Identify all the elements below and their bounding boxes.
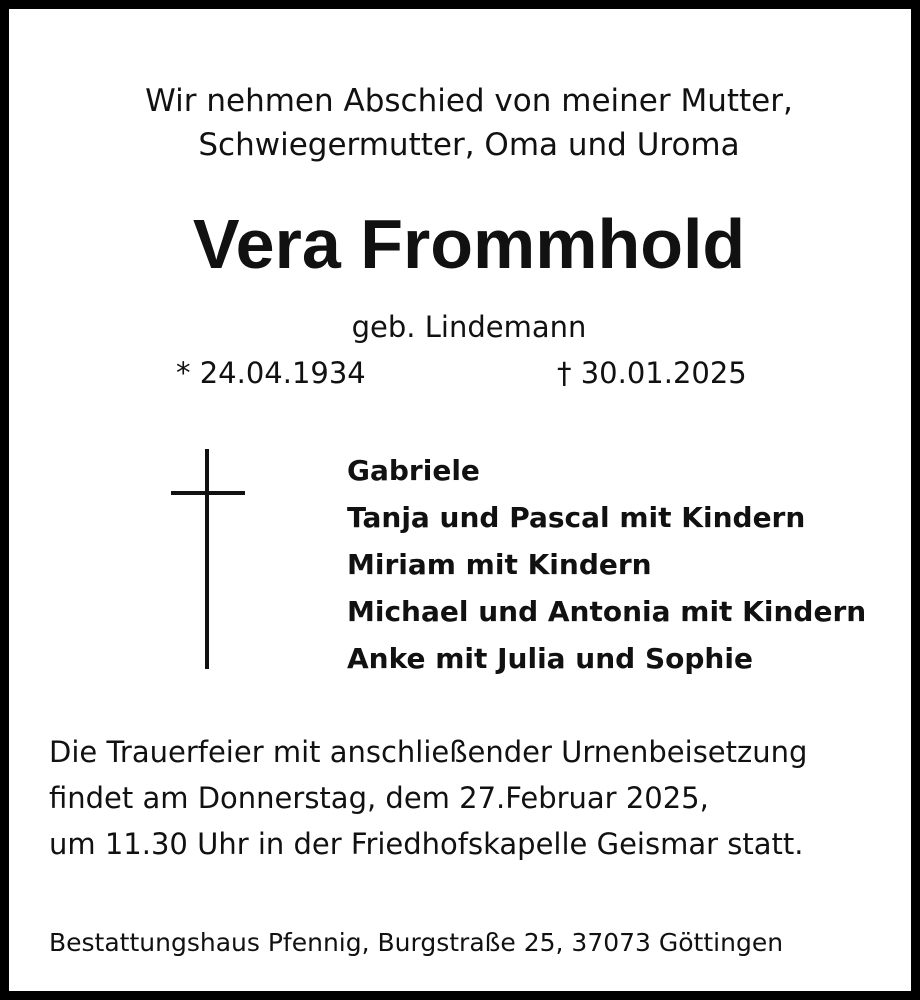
mourner-item: Gabriele — [347, 454, 480, 487]
mourner-item: Anke mit Julia und Sophie — [347, 642, 753, 675]
death-date: † 30.01.2025 — [557, 356, 747, 390]
mourner-item: Michael und Antonia mit Kindern — [347, 595, 867, 628]
mourner-item: Miriam mit Kindern — [347, 548, 652, 581]
intro-text — [9, 79, 920, 167]
cross-icon — [171, 449, 245, 669]
intro-line-1: Wir nehmen Abschied von meiner Mutter, — [145, 83, 793, 119]
cross-vertical-bar — [205, 449, 209, 669]
service-details — [49, 729, 807, 867]
deceased-name: Vera Frommhold — [192, 205, 746, 283]
intro-line-2: Schwiegermutter, Oma und Uroma — [198, 127, 740, 163]
birth-date: * 24.04.1934 — [176, 356, 366, 390]
service-line-2: findet am Donnerstag, dem 27.Februar 2025, — [49, 781, 709, 815]
mourner-item: Tanja und Pascal mit Kindern — [347, 501, 806, 534]
maiden-name: geb. Lindemann — [351, 310, 587, 344]
service-line-3: um 11.30 Uhr in der Friedhofskapelle Geismar statt. — [49, 827, 804, 861]
mourners-list — [347, 447, 866, 682]
cross-horizontal-bar — [171, 491, 245, 495]
service-line-1: Die Trauerfeier mit anschließender Urnenbeisetzung — [49, 735, 808, 769]
undertaker-address: Bestattungshaus Pfennig, Burgstraße 25, 37073 Göttingen — [49, 928, 784, 957]
